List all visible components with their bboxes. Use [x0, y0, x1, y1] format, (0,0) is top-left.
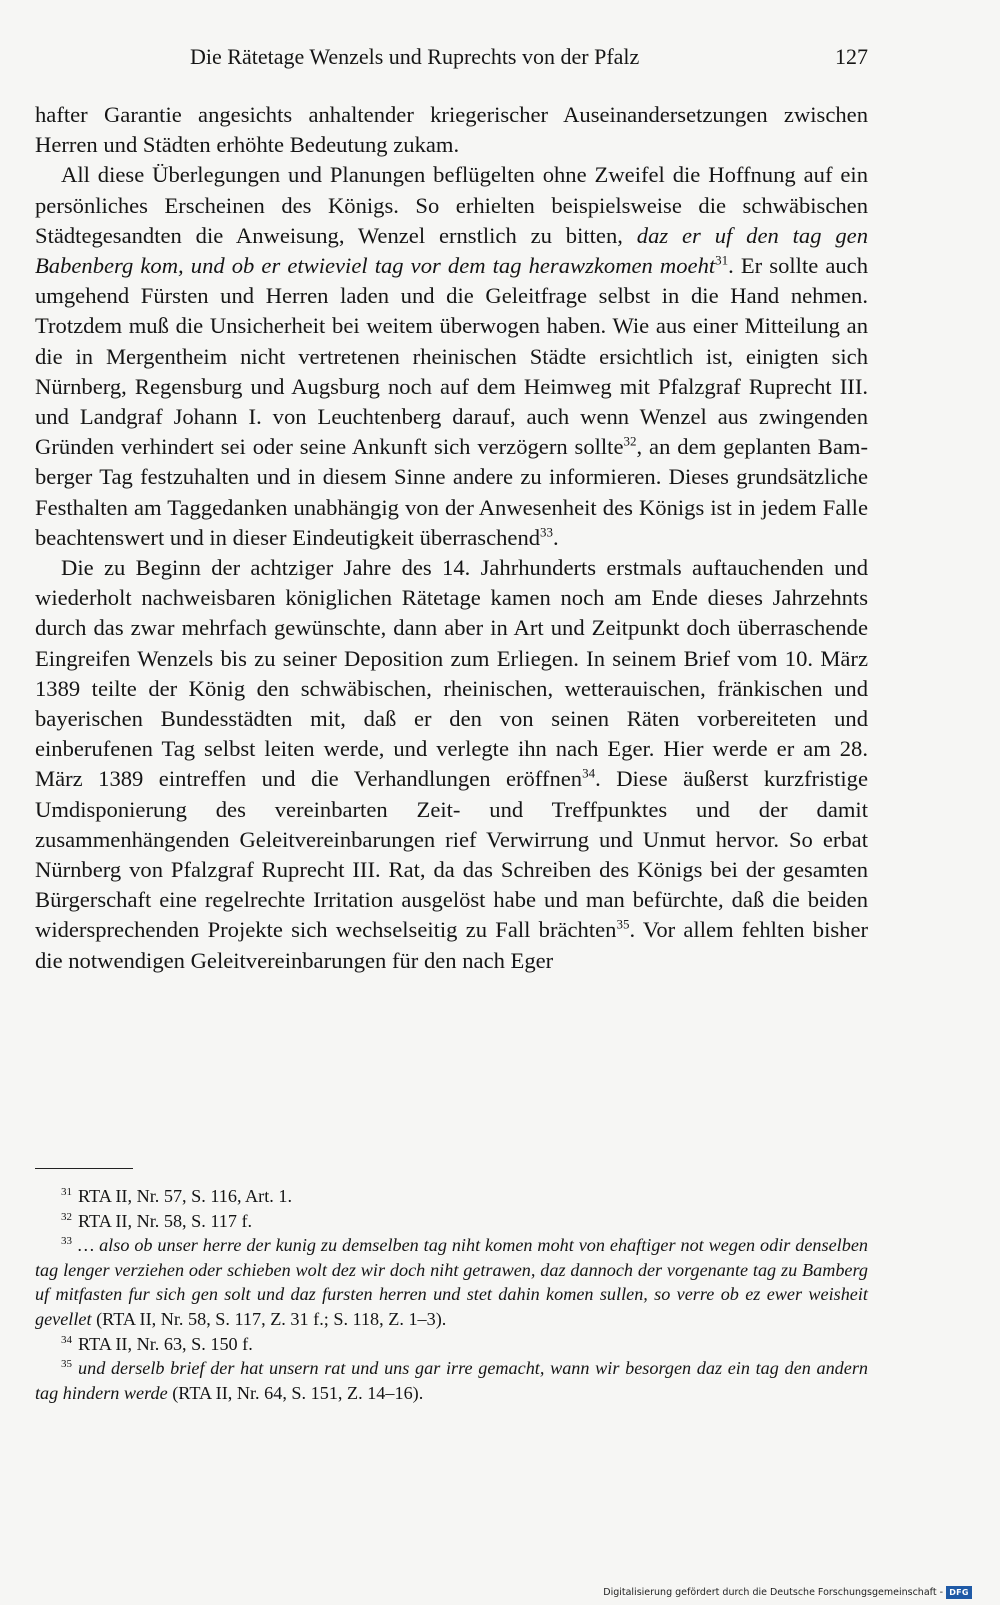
footnote-number: 32	[61, 1210, 72, 1223]
footnote-number: 35	[61, 1358, 72, 1371]
footnotes	[35, 1184, 868, 1405]
main-text	[35, 100, 868, 976]
page-number: 127	[835, 44, 868, 69]
footnote-ref-35[interactable]: 35	[616, 916, 630, 932]
paragraph-1: hafter Garantie angesichts anhaltender kriegerischer Auseinandersetzungen zwischen Herren und Städten erhöhte Bedeutung zukam.	[35, 102, 868, 158]
footnote-35: $^{35}$ und derselb brief der hat unsern rat und uns gar irre gemacht, wann wir besorgen daz ein tag den andern tag hindern werde (RTA II, Nr. 64, S. 151, Z. 14–16).	[35, 1358, 868, 1403]
digitization-credit	[603, 1583, 972, 1601]
footnote-ref-34[interactable]: 34	[582, 765, 596, 781]
footnote-33: $^{33}$ … also ob unser herre der kunig zu demselben tag niht komen moht von ehaftiger not wegen odir denselben tag lenger verziehen oder schieben wolt dez wir doch niht getrawen, daz dannoch der vorgenante tag zu Bamberg uf mitfasten fur sich gen solt und daz fursten herren und stet dahin komen sullen, so verre ob ez ewer weisheit gevellet (RTA II, Nr. 58, S. 117, Z. 31 f.; S. 118, Z. 1–3).	[35, 1235, 868, 1329]
paragraph-2: All diese Überlegungen und Planungen beflügelten ohne Zweifel die Hoffnung auf ein persönliches Erscheinen des Königs. So erhielten beispielsweise die schwäbischen Städtegesandten die Anweisung, Wenzel ernstlich zu bitten, daz er uf den tag gen Babenberg kom, und ob er etwieviel tag vor dem tag herawzkomen moeht$^{31}$. Er sollte auch umgehend Fürsten und Herren laden und die Geleitfrage selbst in die Hand nehmen. Trotzdem muß die Unsicherheit bei weitem überwogen haben. Wie aus einer Mitteilung an die in Mergentheim nicht vertretenen rheinischen Städte ersichtlich ist, einigten sich Nürnberg, Regensburg und Augsburg noch auf dem Heimweg mit Pfalzgraf Ruprecht III. und Landgraf Johann I. von Leuchtenberg darauf, auch wenn Wenzel aus zwingenden Gründen verhindert sei oder seine Ankunft sich verzögern sollte$^{32}$, an dem geplanten Bamberger Tag festzuhalten und in diesem Sinne andere zu informieren. Dieses grundsätzliche Festhalten am Taggedanken unabhängig von der Anwesenheit des Königs ist in jedem Falle beachtenswert und in dieser Eindeutigkeit überraschend$^{33}$.	[35, 162, 869, 550]
running-header	[35, 44, 868, 80]
footnote-separator	[35, 1168, 133, 1169]
quotation-italic: daz er uf den tag gen Babenberg kom, und ob er etwieviel tag vor dem tag herawzkomen moeht	[35, 222, 868, 279]
footnote-32: $^{32}$ RTA II, Nr. 58, S. 117 f.	[61, 1210, 253, 1231]
footnote-31: $^{31}$ RTA II, Nr. 57, S. 116, Art. 1.	[61, 1185, 293, 1206]
running-title: Die Rätetage Wenzels und Ruprechts von der Pfalz	[190, 44, 640, 69]
footnote-34: $^{34}$ RTA II, Nr. 63, S. 150 f.	[61, 1333, 253, 1354]
footnote-ref-31[interactable]: 31	[715, 252, 729, 268]
footnote-number: 31	[61, 1185, 72, 1198]
paragraph-3: Die zu Beginn der achtziger Jahre des 14. Jahrhunderts erstmals auftauchenden und wiederholt nachweisbaren königlichen Rätetage kamen noch am Ende dieses Jahrzehnts durch das zwar mehrfach gewünschte, dann aber in Art und Zeitpunkt doch überraschende Eingreifen Wenzels bis zu seiner Deposition zum Erliegen. In seinem Brief vom 10. März 1389 teilte der König den schwäbischen, rheinischen, wetterauischen, fränkischen und bayerischen Bundesstädten mit, daß er den von seinen Räten vorbereiteten und einberufenen Tag selbst leiten werde, und verlegte ihn nach Eger. Hier werde er am 28. März 1389 eintreffen und die Verhandlungen eröffnen$^{34}$. Diese äußerst kurzfristige Umdisponierung des vereinbarten Zeit- und Treffpunktes und der damit zusammenhängenden Geleitvereinbarungen rief Verwirrung und Unmut hervor. So erbat Nürnberg von Pfalzgraf Ruprecht III. Rat, da das Schreiben des Königs bei der gesamten Bürgerschaft eine regelrechte Irritation ausgelöst habe und man befürchte, daß die beiden widersprechenden Projekte sich wechselseitig zu Fall brächten$^{35}$. Vor allem fehlten bisher die notwendigen Geleitvereinbarungen für den nach Eger	[35, 555, 869, 973]
footnote-number: 34	[61, 1333, 72, 1346]
footnote-ref-33[interactable]: 33	[540, 524, 554, 540]
dfg-logo: DFG	[946, 1586, 972, 1599]
credit-text: Digitalisierung gefördert durch die Deutsche Forschungsgemeinschaft -	[603, 1586, 943, 1598]
footnote-number: 33	[61, 1235, 72, 1248]
footnote-ref-32[interactable]: 32	[623, 433, 637, 449]
